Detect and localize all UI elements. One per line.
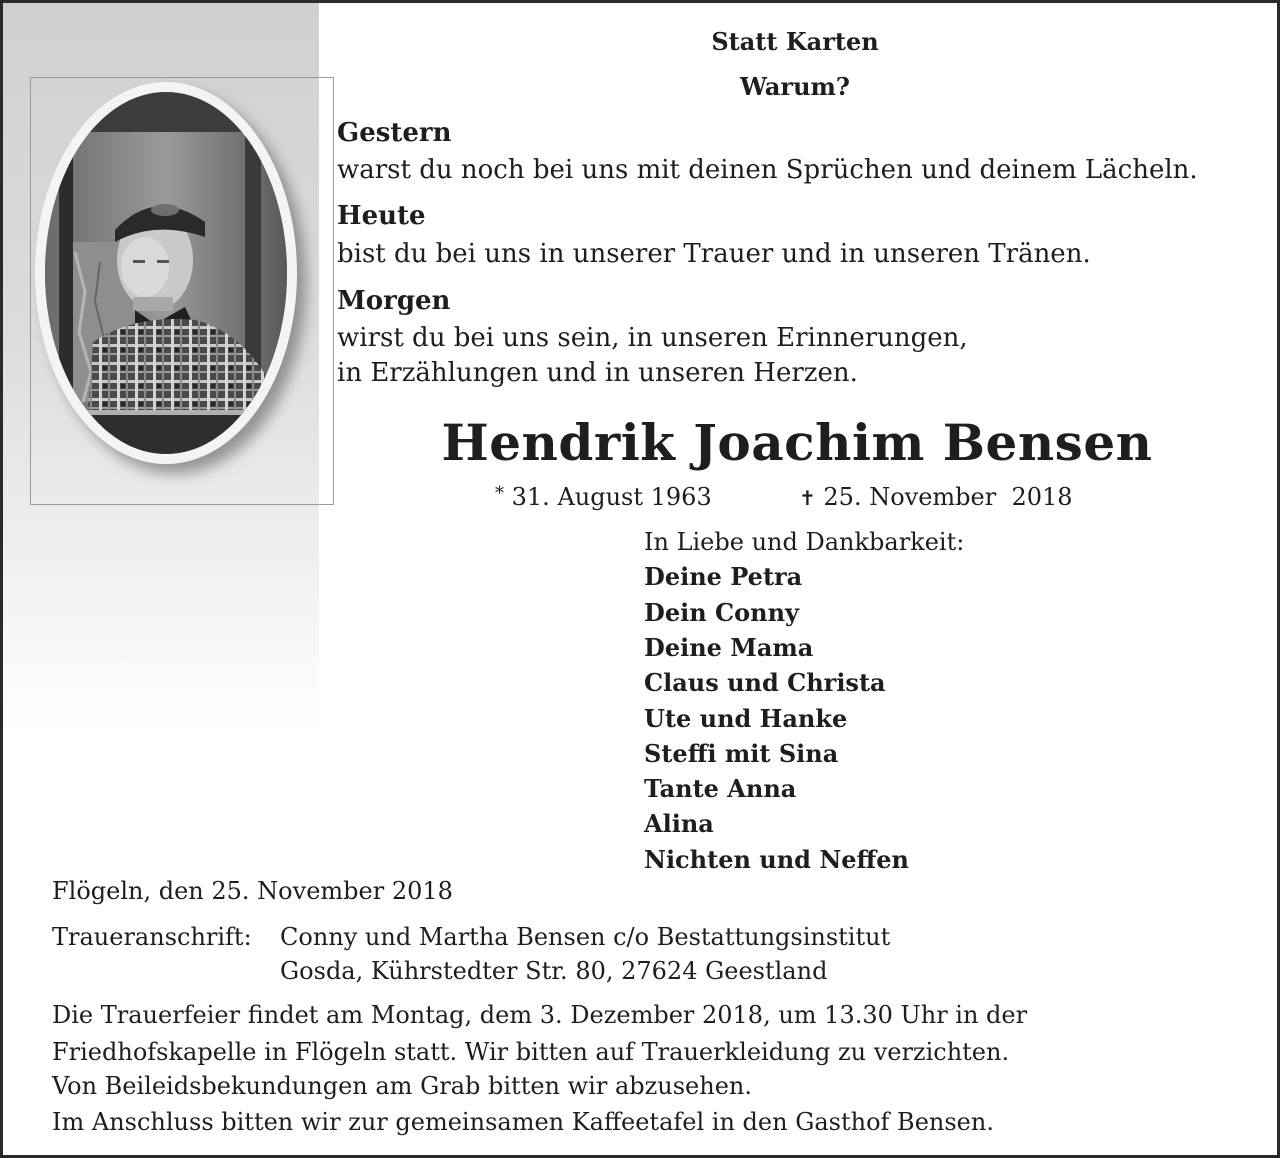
statt-karten-line: Statt Karten	[711, 27, 879, 56]
oval-mat	[35, 82, 297, 464]
death-line	[799, 483, 1073, 511]
mourner-name: Tante Anna	[644, 774, 797, 803]
portrait-photo-image	[45, 92, 287, 454]
morgen-text-line-1: wirst du bei uns sein, in unseren Erinnerungen,	[337, 323, 968, 353]
deceased-name: Hendrik Joachim Bensen	[441, 413, 1153, 472]
heute-heading: Heute	[337, 201, 426, 231]
ceremony-info-line: Von Beileidsbekundungen am Grab bitten wir abzusehen.	[52, 1072, 752, 1100]
birth-date: 31. August 1963	[511, 483, 712, 511]
warum-line: Warum?	[740, 72, 850, 101]
mourner-name: Deine Petra	[644, 562, 803, 591]
birth-star-icon: *	[495, 483, 504, 504]
ceremony-info-line: Die Trauerfeier findet am Montag, dem 3. Dezember 2018, um 13.30 Uhr in der	[52, 1001, 1028, 1029]
address-line-1: Conny und Martha Bensen c/o Bestattungsinstitut	[280, 923, 891, 951]
place-date: Flögeln, den 25. November 2018	[52, 877, 453, 905]
mourner-name: Dein Conny	[644, 598, 799, 627]
mourner-name: Claus und Christa	[644, 668, 886, 697]
morgen-heading: Morgen	[337, 286, 451, 316]
mourner-name: Deine Mama	[644, 633, 814, 662]
ceremony-info-line: Im Anschluss bitten wir zur gemeinsamen Kaffeetafel in den Gasthof Bensen.	[52, 1108, 994, 1136]
ceremony-info-line: Friedhofskapelle in Flögeln statt. Wir bitten auf Trauerkleidung zu verzichten.	[52, 1038, 1010, 1066]
mourner-name: Ute und Hanke	[644, 704, 848, 733]
mourner-name: Steffi mit Sina	[644, 739, 839, 768]
heute-text: bist du bei uns in unserer Trauer und in unseren Tränen.	[337, 239, 1091, 269]
birth-line	[495, 483, 712, 511]
portrait-photo	[45, 92, 287, 454]
gestern-heading: Gestern	[337, 118, 452, 148]
address-line-2: Gosda, Kührstedter Str. 80, 27624 Geestland	[280, 957, 828, 985]
mourners-intro: In Liebe und Dankbarkeit:	[644, 528, 965, 556]
morgen-text-line-2: in Erzählungen und in unseren Herzen.	[337, 358, 858, 388]
death-date: 25. November 2018	[823, 483, 1073, 511]
cross-icon: ✝	[799, 486, 816, 510]
mourner-name: Alina	[644, 809, 714, 838]
address-label: Traueranschrift:	[52, 923, 252, 951]
portrait-frame	[30, 77, 334, 505]
gestern-text: warst du noch bei uns mit deinen Sprüchen und deinem Lächeln.	[337, 155, 1198, 185]
mourner-name: Nichten und Neffen	[644, 845, 909, 874]
